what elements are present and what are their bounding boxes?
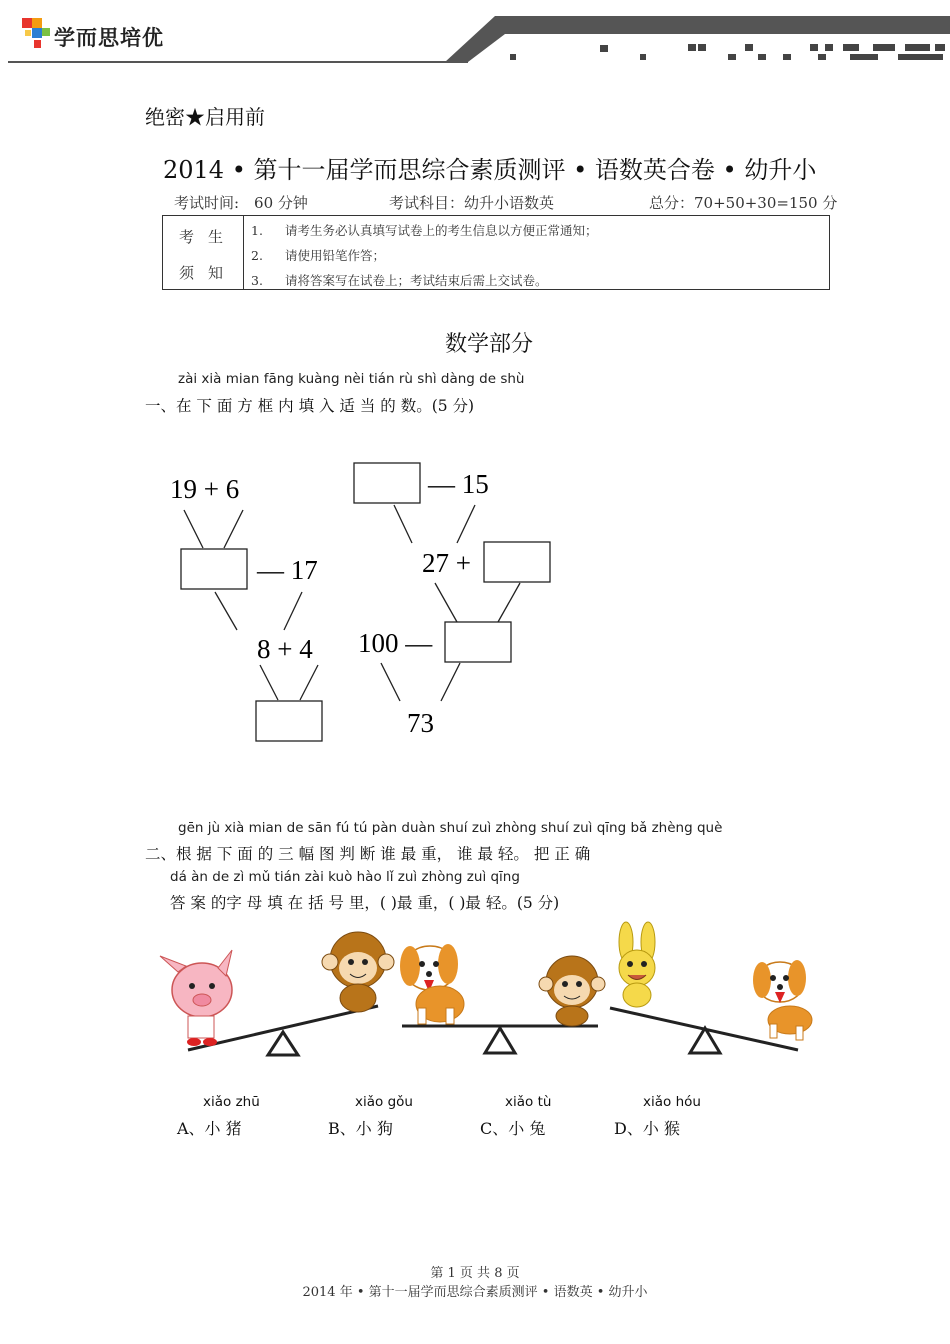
option-a: A、小 猪 [177, 1119, 242, 1138]
monkey-illustration [322, 932, 394, 1012]
tree2-plus-27: 27 + [422, 548, 471, 578]
seesaw-3 [610, 922, 812, 1053]
seesaw-1 [160, 932, 394, 1055]
exam-subject: 考试科目：幼升小语数英 [389, 194, 555, 212]
q1-pinyin: zài xià mian fāng kuàng nèi tián rù shì dàng de shù [178, 371, 525, 387]
notice-item-number: 3. [251, 273, 263, 288]
notice-item-text: 请将答案写在试卷上；考试结束后需上交试卷。 [285, 273, 548, 288]
q2-pinyin-line2: dá àn de zì mǔ tián zài kuò hào lǐ zuì zhòng zuì qīng [170, 869, 520, 885]
tree1-top-expr: 19 + 6 [170, 474, 240, 504]
pig-illustration [160, 950, 232, 1046]
rabbit-illustration [619, 922, 655, 1007]
option-b-pinyin: xiǎo gǒu [355, 1094, 413, 1110]
exam-title: 2014 • 第十一届学而思综合素质测评 • 语数英合卷 • 幼升小 [163, 156, 817, 184]
option-c: C、小 兔 [480, 1119, 546, 1138]
answer-box[interactable] [354, 463, 420, 503]
option-b: B、小 狗 [328, 1119, 393, 1138]
answer-box[interactable] [445, 622, 511, 662]
logo-text: 学而思培优 [54, 26, 164, 50]
seesaw-2 [400, 944, 605, 1053]
q1-text: 一、在 下 面 方 框 内 填 入 适 当 的 数。(5 分) [145, 397, 475, 415]
notice-item [251, 246, 385, 264]
q2-text-line1: 二、根 据 下 面 的 三 幅 图 判 断 谁 最 重， 谁 最 轻。 把 正 确 [145, 845, 591, 863]
answer-box[interactable] [256, 701, 322, 741]
exam-total-score: 总分：70+50+30=150 分 [649, 194, 838, 212]
answer-box[interactable] [181, 549, 247, 589]
notice-item-number: 2. [251, 248, 263, 263]
confidential-label: 绝密★启用前 [145, 105, 265, 129]
page-number: 第 1 页 共 8 页 [430, 1266, 520, 1281]
tree2-minus-15: — 15 [428, 469, 489, 499]
q2-text-line2: 答 案 的字 母 填 在 括 号 里，( )最 重，( )最 轻。(5 分) [170, 894, 560, 912]
logo-mark [22, 16, 50, 50]
tree2-bottom-number: 73 [407, 708, 434, 738]
notice-item [251, 271, 548, 289]
notice-label-line2: 须知 [179, 264, 238, 282]
tree1-mid-expr: 8 + 4 [257, 634, 313, 664]
seesaw-illustrations [140, 920, 830, 1070]
tree2-minus-100: 100 — [358, 628, 433, 658]
option-d: D、小 猴 [614, 1119, 680, 1138]
footer-title: 2014 年 • 第十一届学而思综合素质测评 • 语数英 • 幼升小 [302, 1285, 648, 1300]
option-d-pinyin: xiǎo hóu [643, 1094, 701, 1110]
notice-item-text: 请考生务必认真填写试卷上的考生信息以方便正常通知； [285, 223, 598, 238]
notice-label-line1: 考生 [179, 228, 238, 246]
option-c-pinyin: xiǎo tù [505, 1094, 552, 1110]
q1-number-trees [140, 450, 580, 750]
notice-label [163, 216, 244, 289]
notice-item-number: 1. [251, 223, 263, 238]
answer-box[interactable] [484, 542, 550, 582]
monkey-illustration [539, 956, 605, 1026]
exam-time: 考试时间: 60 分钟 [174, 194, 308, 212]
tree1-minus-17: — 17 [257, 555, 318, 585]
notice-table [162, 215, 830, 290]
notice-item-text: 请使用铅笔作答； [285, 248, 386, 263]
dog-illustration [400, 944, 464, 1024]
notice-item [251, 221, 598, 239]
q2-pinyin-line1: gēn jù xià mian de sān fú tú pàn duàn shuí zuì zhòng shuí zuì qīng bǎ zhèng què [178, 820, 723, 836]
option-a-pinyin: xiǎo zhū [203, 1094, 260, 1110]
dog-illustration [753, 960, 812, 1040]
math-section-heading: 数学部分 [445, 332, 534, 357]
